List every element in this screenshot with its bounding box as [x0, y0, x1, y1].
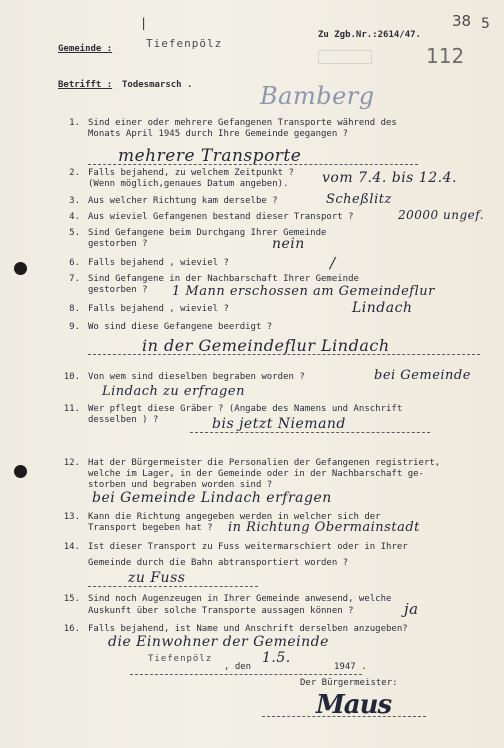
question-number: 5.: [69, 228, 80, 238]
gemeinde-label: Gemeinde :: [58, 44, 113, 54]
question-text: Kann die Richtung angegeben werden in welcher sich der: [88, 512, 381, 522]
question-text: Monats April 1945 durch Ihre Gemeinde gegangen ?: [88, 129, 349, 139]
question-text: gestorben ?: [88, 239, 148, 249]
date-handwritten: 1.5.: [262, 650, 291, 666]
question-number: 11.: [63, 404, 80, 414]
question-text: Gemeinde durch die Bahn abtransportiert worden ?: [88, 558, 349, 568]
top-mark: |: [140, 16, 148, 30]
answer-line: [88, 164, 418, 165]
answer-handwritten: bei Gemeinde Lindach erfragen: [92, 490, 332, 506]
question-text: Sind Gefangene beim Durchgang Ihrer Gemeinde: [88, 228, 327, 238]
question-text: Sind einer oder mehrere Gefangenen Transporte während des: [88, 118, 397, 128]
betrifft-label: Betrifft :: [58, 80, 113, 90]
district-handwritten: Bamberg: [260, 82, 375, 110]
question-text: Falls bejahend, zu welchem Zeitpunkt ?: [88, 168, 294, 178]
answer-handwritten: /: [330, 254, 336, 272]
question-text: Falls bejahend , wieviel ?: [88, 304, 229, 314]
question-text: welche im Lager, in der Gemeinde oder in der Nachbarschaft ge-: [88, 469, 424, 479]
answer-handwritten: vom 7.4. bis 12.4.: [322, 170, 457, 186]
question-text: Sind noch Augenzeugen in Ihrer Gemeinde anwesend, welche: [88, 594, 392, 604]
question-text: Auskunft über solche Transporte aussagen können ?: [88, 606, 354, 616]
answer-handwritten: bei Gemeinde Lindach zu erfragen: [102, 368, 471, 399]
question-text: Transport begeben hat ?: [88, 523, 213, 533]
question-text: Aus wieviel Gefangenen bestand dieser Transport ?: [88, 212, 354, 222]
archive-number-1: 38: [452, 12, 472, 30]
punch-hole-top: [14, 262, 27, 275]
question-number: 10.: [63, 372, 80, 382]
punch-hole-bottom: [14, 465, 27, 478]
answer-handwritten: nein: [272, 236, 305, 252]
question-text: Sind Gefangene in der Nachbarschaft Ihrer Gemeinde: [88, 274, 359, 284]
question-text: Ist dieser Transport zu Fuss weitermarschiert oder in Ihrer: [88, 542, 408, 552]
date-line: [130, 674, 362, 675]
answer-handwritten: 1 Mann erschossen am Gemeindeflur: [172, 284, 435, 299]
question-number: 9.: [69, 322, 80, 332]
answer-line: [88, 354, 480, 355]
place: Tiefenpölz: [148, 654, 213, 664]
question-text: Aus welcher Richtung kam derselbe ?: [88, 196, 278, 206]
answer-line: [88, 586, 258, 587]
question-number: 13.: [63, 512, 80, 522]
question-number: 2.: [69, 168, 80, 178]
answer-handwritten: mehrere Transporte: [118, 146, 302, 166]
question-text: Falls bejahend, ist Name und Anschrift derselben anzugeben?: [88, 624, 408, 634]
question-number: 16.: [63, 624, 80, 634]
question-text: Falls bejahend , wieviel ?: [88, 258, 229, 268]
answer-line: [190, 432, 430, 433]
answer-handwritten: bis jetzt Niemand: [212, 416, 346, 432]
question-text: (Wenn möglich,genaues Datum angeben).: [88, 179, 289, 189]
archive-number-2: 5: [481, 16, 490, 32]
answer-handwritten: zu Fuss: [128, 570, 186, 586]
archive-number-3: 112: [426, 44, 465, 68]
faint-stamp: [318, 50, 372, 64]
answer-handwritten: ja: [404, 600, 419, 618]
year: 1947 .: [334, 662, 367, 672]
reference-number: Zu Zgb.Nr.:2614/47.: [318, 30, 421, 40]
answer-handwritten: 20000 ungef.: [398, 208, 485, 222]
question-number: 8.: [69, 304, 80, 314]
signer-label: Der Bürgermeister:: [300, 678, 398, 688]
question-text: Hat der Bürgermeister die Personalien der Gefangenen registriert,: [88, 458, 441, 468]
answer-handwritten: Scheßlitz: [326, 192, 392, 207]
signature: Maus: [316, 690, 392, 720]
question-number: 3.: [69, 196, 80, 206]
answer-handwritten: die Einwohner der Gemeinde: [108, 634, 329, 650]
question-number: 12.: [63, 458, 80, 468]
question-number: 4.: [69, 212, 80, 222]
answer-handwritten: in der Gemeindeflur Lindach: [142, 336, 390, 355]
question-text: storben und begraben worden sind ?: [88, 480, 273, 490]
question-text: gestorben ?: [88, 285, 148, 295]
question-text: desselben ) ?: [88, 415, 159, 425]
answer-handwritten: Lindach: [352, 300, 413, 316]
question-number: 14.: [63, 542, 80, 552]
question-text: Von wem sind dieselben begraben worden ?: [88, 372, 305, 382]
question-text: Wo sind diese Gefangene beerdigt ?: [88, 322, 273, 332]
signature-line: [262, 716, 426, 717]
question-number: 1.: [69, 118, 80, 128]
question-number: 15.: [63, 594, 80, 604]
date-prefix: , den: [224, 662, 252, 672]
question-number: 6.: [69, 258, 80, 268]
betrifft-value: Todesmarsch .: [122, 80, 193, 90]
question-text: Wer pflegt diese Gräber ? (Angabe des Namens und Anschrift: [88, 404, 403, 414]
gemeinde-value: Tiefenpölz: [146, 37, 223, 50]
question-number: 7.: [69, 274, 80, 284]
answer-handwritten: in Richtung Obermainstadt: [228, 520, 420, 535]
